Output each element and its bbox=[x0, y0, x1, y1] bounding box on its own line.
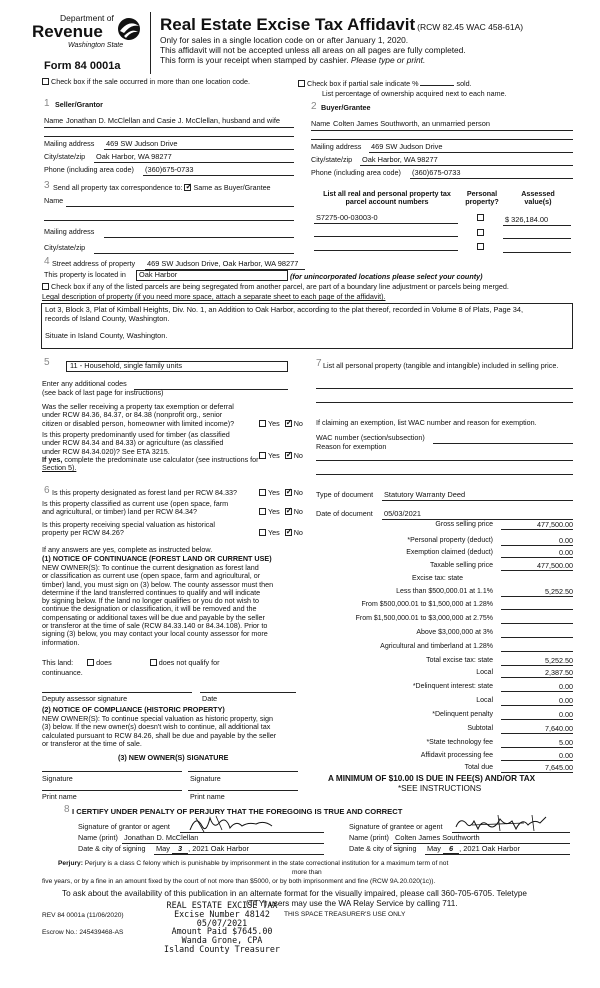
same-as-buyer-checkbox[interactable] bbox=[184, 184, 191, 191]
correspondence-row bbox=[53, 184, 271, 192]
grantor-date-month: May bbox=[156, 844, 170, 853]
revenue-text: Revenue bbox=[32, 22, 103, 41]
section-7-number: 7 bbox=[316, 358, 322, 369]
notice-1-line-3: determine if the land transferred continues to qualify and will indicate bbox=[42, 587, 261, 597]
header-divider bbox=[150, 12, 151, 74]
located-in-value: Oak Harbor bbox=[139, 270, 178, 279]
tax-row-6-value[interactable] bbox=[501, 601, 573, 610]
street-value[interactable]: 469 SW Judson Drive, Oak Harbor, WA 98277 bbox=[147, 259, 299, 268]
s6-q1-answers bbox=[259, 489, 303, 497]
notice-1-line-0: NEW OWNER(S): To continue the current designation as forest land bbox=[42, 563, 259, 572]
revenue-swirl-icon bbox=[114, 16, 144, 42]
tax-row-2-value[interactable]: 0.00 bbox=[501, 549, 573, 558]
new-owner-print-line-1 bbox=[42, 790, 182, 791]
s5-q1-yes-checkbox[interactable] bbox=[259, 420, 266, 427]
s6-q1-yes-checkbox[interactable] bbox=[259, 489, 266, 496]
assessed-line-2 bbox=[503, 238, 571, 239]
notice-2-line-3: or transferor at the time of sale. bbox=[42, 738, 142, 748]
wac-number-label: WAC number (section/subsection) bbox=[316, 433, 425, 442]
doc-type-value[interactable]: Statutory Warranty Deed bbox=[384, 490, 466, 499]
legal-description-label: Legal description of property (if you need more space, attach a separate sheet to each page of the affidavit). bbox=[42, 292, 386, 301]
header-line-3 bbox=[160, 56, 425, 66]
notice-1-line-1: or classification as current use (open space, farm and agricultural, or bbox=[42, 571, 261, 581]
stamp-line-1: Excise Number 48142 bbox=[174, 908, 270, 919]
personal-property-header: Personal property? bbox=[465, 189, 499, 207]
tax-row-5-value[interactable]: 5,252.50 bbox=[501, 588, 573, 597]
buyer-phone-label: Phone (including area code) bbox=[311, 168, 401, 177]
additional-codes-note: (see back of last page for instructions) bbox=[42, 388, 164, 397]
partial-sale-checkbox[interactable] bbox=[298, 80, 305, 87]
minimum-fee-note: A MINIMUM OF $10.00 IS DUE IN FEE(S) AND/OR TAX bbox=[328, 774, 536, 783]
grantee-sig-label: Signature of grantee or agent bbox=[349, 822, 443, 831]
grantor-date-label: Date & city of signing bbox=[78, 844, 146, 853]
buyer-phone-value[interactable]: (360)675-0733 bbox=[412, 168, 461, 177]
corr-city-label: City/state/zip bbox=[44, 243, 86, 252]
tax-row-17-label: Affidavit processing fee bbox=[420, 752, 493, 759]
s5-section5-line: Section 5). bbox=[42, 463, 77, 473]
notice-2-line-1: (3) below. If the new owner(s) doesn't wish to continue, all additional tax bbox=[42, 722, 271, 732]
legal-description-box[interactable] bbox=[41, 303, 573, 349]
corr-city-line bbox=[94, 253, 294, 254]
seller-mail-value[interactable]: 469 SW Judson Drive bbox=[106, 139, 178, 148]
correspondence-label: Send all property tax correspondence to: bbox=[53, 183, 183, 192]
stamp-line-0: REAL ESTATE EXCISE TAX bbox=[166, 900, 278, 910]
tax-row-2-label: Exemption claimed (deduct) bbox=[406, 549, 493, 556]
notice-1-line-4: by signing below. If the land no longer qualifies or you do not wish to bbox=[42, 596, 259, 606]
see-instructions-note: *SEE INSTRUCTIONS bbox=[398, 784, 482, 793]
notice-2-line-0: NEW OWNER(S): To continue special valuation as historic property, sign bbox=[42, 714, 274, 723]
seller-name-line bbox=[44, 127, 294, 128]
buyer-mail-value[interactable]: 469 SW Judson Drive bbox=[371, 142, 443, 151]
s6-q3-line-a: Is this property receiving special valuation as historical bbox=[42, 520, 215, 529]
deputy-sig-line bbox=[42, 692, 192, 693]
s6-q1: Is this property designated as forest land per RCW 84.33? bbox=[52, 488, 237, 497]
stamp-line-2: 05/07/2021 bbox=[196, 917, 248, 928]
unincorporated-note: (for unincorporated locations please select your county) bbox=[290, 272, 483, 281]
tax-row-7-label: From $1,500,000.01 to $3,000,000 at 2.75% bbox=[355, 615, 493, 622]
new-owner-print-label-1: Print name bbox=[42, 792, 77, 801]
tax-row-11-value[interactable]: 2,387.50 bbox=[501, 669, 573, 678]
s5-q1-line-b: under RCW 84.36, 84.37, or 84.38 (nonprofit org., senior bbox=[42, 410, 223, 420]
tax-row-8-value[interactable] bbox=[501, 629, 573, 638]
section-6-number: 6 bbox=[44, 485, 50, 496]
notice-1-title: (1) NOTICE OF CONTINUANCE (FOREST LAND OR CURRENT USE) bbox=[42, 554, 272, 563]
buyer-name-label: Name bbox=[311, 119, 331, 128]
s6-q2-no-checkbox[interactable] bbox=[285, 508, 292, 515]
buyer-mail-line bbox=[369, 152, 573, 153]
grantor-signature bbox=[186, 812, 276, 836]
s6-q2-yes-checkbox[interactable] bbox=[259, 508, 266, 515]
form-number: Form 84 0001a bbox=[44, 60, 121, 72]
tax-row-10-label: Total excise tax: state bbox=[426, 657, 493, 664]
buyer-name-line bbox=[311, 130, 573, 131]
form-rcw: (RCW 82.45 WAC 458-61A) bbox=[417, 22, 524, 32]
wac-claim-label: If claiming an exemption, list WAC number and reason for exemption. bbox=[316, 418, 537, 427]
s5-q2-yes-label: Yes bbox=[268, 451, 280, 460]
personal-property-checkbox-3[interactable] bbox=[477, 243, 484, 250]
same-as-buyer-label: Same as Buyer/Grantee bbox=[193, 183, 271, 192]
s5-ifyes-text: complete the predominate use calculator (see instructions for bbox=[62, 454, 259, 464]
tax-row-14-value[interactable]: 0.00 bbox=[501, 711, 573, 720]
s6-q3-no-checkbox[interactable] bbox=[285, 529, 292, 536]
buyer-mail-label: Mailing address bbox=[311, 142, 362, 151]
buyer-name-line-2 bbox=[311, 139, 573, 140]
tax-row-13-value[interactable]: 0.00 bbox=[501, 697, 573, 706]
s6-q3-yes-checkbox[interactable] bbox=[259, 529, 266, 536]
tax-row-11-label: Local bbox=[476, 669, 493, 676]
seller-phone-label: Phone (including area code) bbox=[44, 165, 134, 174]
legal-line-2: records of Island County, Washington. bbox=[45, 313, 170, 323]
grantor-date-rest: , 2021 Oak Harbor bbox=[188, 844, 249, 853]
doc-type-line bbox=[382, 500, 573, 501]
dept-text: Department of bbox=[60, 13, 114, 23]
continuance-label: continuance. bbox=[42, 668, 83, 677]
tax-row-9-label: Agricultural and timberland at 1.28% bbox=[380, 643, 493, 650]
perjury-line-2: more than bbox=[292, 869, 322, 876]
escrow-number: Escrow No.: 245439468-AS bbox=[42, 929, 124, 936]
s6-q2-yes-label: Yes bbox=[268, 507, 280, 516]
reason-label: Reason for exemption bbox=[316, 442, 387, 451]
buyer-city-value[interactable]: Oak Harbor, WA 98277 bbox=[362, 155, 438, 164]
corr-mail-line bbox=[104, 237, 294, 238]
grantor-date-value[interactable] bbox=[156, 845, 249, 854]
rev-number: REV 84 0001a (11/06/2020) bbox=[42, 912, 124, 919]
s6-q2-line-a: Is this property classified as current use (open space, farm bbox=[42, 499, 229, 508]
perjury-bold: Perjury: bbox=[58, 860, 83, 867]
new-owner-sig-line-1 bbox=[42, 771, 182, 772]
s6-q3-no-label: No bbox=[293, 528, 303, 537]
land-does-not-label: does not qualify for bbox=[158, 658, 220, 667]
segregated-label: Check box if any of the listed parcels are being segregated from another parcel, are part of a boundary line adjustment or parcels being merged. bbox=[51, 282, 509, 291]
grantee-date-line bbox=[425, 854, 570, 855]
tax-row-18-label: Total due bbox=[464, 764, 493, 771]
tax-row-8-label: Above $3,000,000 at 3% bbox=[416, 629, 493, 636]
legal-line-3: Situate in Island County, Washington. bbox=[45, 331, 168, 341]
s6-q2-answers bbox=[259, 508, 303, 516]
personal-property-checkbox-1[interactable] bbox=[477, 214, 484, 221]
section-8-number: 8 bbox=[64, 804, 70, 815]
s5-q2-no-checkbox[interactable] bbox=[285, 452, 292, 459]
seller-name-line-2 bbox=[44, 136, 294, 137]
s5-q2-line-a: Is this property predominantly used for timber (as classified bbox=[42, 430, 230, 439]
list-pct-note: List percentage of ownership acquired next to each name. bbox=[322, 89, 507, 98]
seller-heading: Seller/Grantor bbox=[55, 100, 103, 109]
multi-location-checkbox[interactable] bbox=[42, 78, 49, 85]
corr-mail-label: Mailing address bbox=[44, 227, 95, 236]
perjury-text-1: Perjury is a class C felony which is punishable by imprisonment in the state correctional institution for a maximum term of not bbox=[82, 860, 449, 867]
new-owner-sig-line-2 bbox=[188, 771, 298, 772]
land-does-not-checkbox[interactable] bbox=[150, 659, 157, 666]
seller-mail-line bbox=[104, 149, 294, 150]
section-5-number: 5 bbox=[44, 357, 50, 368]
assessed-line-3 bbox=[503, 252, 571, 253]
s6-q1-no-checkbox[interactable] bbox=[285, 489, 292, 496]
assessed-line-1 bbox=[503, 225, 571, 226]
tax-row-10-value[interactable]: 5,252.50 bbox=[501, 657, 573, 666]
section-2-number: 2 bbox=[311, 101, 317, 112]
seller-name-label: Name bbox=[44, 116, 64, 125]
notice-1-line-9: information. bbox=[42, 637, 80, 647]
land-does-label: does bbox=[96, 658, 112, 667]
grantee-date-label: Date & city of signing bbox=[349, 844, 417, 853]
notice-2-title: (2) NOTICE OF COMPLIANCE (HISTORIC PROPERTY) bbox=[42, 705, 225, 714]
notice-1-line-6: compensating or additional taxes will be due and payable by the seller bbox=[42, 612, 265, 622]
doc-date-value[interactable]: 05/03/2021 bbox=[384, 509, 421, 518]
tax-row-12-value[interactable]: 0.00 bbox=[501, 683, 573, 692]
parcel-line-2 bbox=[314, 236, 458, 237]
tax-row-3-label: Taxable selling price bbox=[429, 562, 493, 569]
s5-q1-yes-label: Yes bbox=[268, 419, 280, 428]
header-line-2: This affidavit will not be accepted unless all areas on all pages are fully completed. bbox=[160, 45, 466, 55]
corr-name-label: Name bbox=[44, 196, 64, 205]
segregated-checkbox[interactable] bbox=[42, 283, 49, 290]
s6-q3-line-b: property per RCW 84.26? bbox=[42, 528, 124, 538]
stamp-line-4: Wanda Grone, CPA bbox=[181, 935, 263, 946]
seller-mail-label: Mailing address bbox=[44, 139, 95, 148]
deputy-sig-label: Deputy assessor signature bbox=[42, 694, 128, 703]
s5-q2-answers bbox=[259, 452, 303, 460]
personal-property-line-2 bbox=[316, 402, 573, 403]
tax-row-0-label: Gross selling price bbox=[435, 521, 493, 528]
grantor-name-value[interactable]: Jonathan D. McClellan bbox=[124, 833, 199, 842]
sold-label: sold. bbox=[456, 79, 472, 88]
notice-1-line-5: continue the designation or classification, it will be removed and the bbox=[42, 604, 257, 614]
doc-type-label: Type of document bbox=[316, 490, 374, 499]
tax-row-1-label: *Personal property (deduct) bbox=[407, 537, 493, 544]
doc-date-label: Date of document bbox=[316, 509, 373, 518]
grantee-date-month: May bbox=[427, 844, 441, 853]
excise-tax-stamp bbox=[160, 901, 284, 954]
assessed-values-header: Assessed value(s) bbox=[521, 189, 555, 207]
header-line-3b: Please type or print. bbox=[348, 55, 426, 65]
grantee-date-value[interactable] bbox=[427, 845, 520, 854]
notice-2-body bbox=[42, 715, 300, 748]
tax-row-15-value[interactable]: 7,640.00 bbox=[501, 725, 573, 734]
tax-row-1-value[interactable]: 0.00 bbox=[501, 537, 573, 546]
reason-line-1 bbox=[316, 460, 573, 461]
parcel-line-3 bbox=[314, 250, 458, 251]
certify-heading: I CERTIFY UNDER PENALTY OF PERJURY THAT THE FOREGOING IS TRUE AND CORRECT bbox=[72, 807, 403, 816]
notice-1-body bbox=[42, 564, 300, 647]
new-owner-sig-label-2: Signature bbox=[190, 774, 221, 783]
partial-sale-label: Check box if partial sale indicate % bbox=[307, 79, 419, 88]
grantee-date-rest: , 2021 Oak Harbor bbox=[459, 844, 520, 853]
form-title-row bbox=[160, 15, 580, 35]
s6-q3-yes-label: Yes bbox=[268, 528, 280, 537]
new-owner-sig-label-1: Signature bbox=[42, 774, 73, 783]
tax-row-16-value[interactable]: 5.00 bbox=[501, 739, 573, 748]
accessibility-line-2: (TTY) users may use the WA Relay Service by calling 711. bbox=[246, 899, 458, 908]
tax-row-12-label: *Delinquent interest: state bbox=[412, 683, 493, 690]
segregated-row bbox=[42, 283, 509, 291]
new-owner-print-label-2: Print name bbox=[190, 792, 225, 801]
s5-q2 bbox=[42, 431, 262, 472]
tax-row-6-label: From $500,000.01 to $1,500,000 at 1.28% bbox=[361, 601, 493, 608]
s5-q1-answers bbox=[259, 420, 303, 428]
personal-property-line-1 bbox=[316, 388, 573, 389]
grantor-date-line bbox=[154, 854, 324, 855]
seller-phone-value[interactable]: (360)675-0733 bbox=[145, 165, 194, 174]
section-1-number: 1 bbox=[44, 98, 50, 109]
personal-property-checkbox-2[interactable] bbox=[477, 229, 484, 236]
this-land-row bbox=[42, 659, 220, 667]
form-title: Real Estate Excise Tax Affidavit bbox=[160, 15, 416, 34]
s5-q1-no-checkbox[interactable] bbox=[285, 420, 292, 427]
notice-1-line-8: signing (3) below, you may contact your local county assessor for more bbox=[42, 629, 268, 639]
tax-row-5-label: Less than $500,000.01 at 1.1% bbox=[396, 588, 493, 595]
stamp-line-5: Island County Treasurer bbox=[164, 944, 280, 955]
treasurer-use-label: THIS SPACE TREASURER'S USE ONLY bbox=[284, 911, 406, 918]
section-4-number: 4 bbox=[44, 256, 50, 267]
located-in-select[interactable] bbox=[136, 270, 288, 281]
partial-sale-pct-field[interactable] bbox=[420, 85, 454, 86]
buyer-city-line bbox=[360, 165, 573, 166]
additional-codes-label: Enter any additional codes bbox=[42, 379, 127, 388]
buyer-heading: Buyer/Grantee bbox=[321, 103, 371, 112]
tax-row-14-label: *Delinquent penalty bbox=[432, 711, 493, 718]
tax-row-17-value[interactable]: 0.00 bbox=[501, 752, 573, 761]
buyer-city-label: City/state/zip bbox=[311, 155, 353, 164]
perjury-line-1 bbox=[58, 860, 578, 868]
tax-row-0-value[interactable]: 477,500.00 bbox=[501, 521, 573, 530]
tax-row-16-label: *State technology fee bbox=[426, 739, 493, 746]
s5-q2-yes-checkbox[interactable] bbox=[259, 452, 266, 459]
grantor-name-label: Name (print) bbox=[78, 833, 118, 842]
new-owner-print-line-2 bbox=[188, 790, 298, 791]
partial-sale-row bbox=[298, 80, 472, 88]
corr-name-line-2 bbox=[44, 220, 294, 221]
dor-logo bbox=[30, 12, 148, 60]
accessibility-line-1: To ask about the availability of this publication in an alternate format for the visually impaired, please call 360-705-6705. Teletype bbox=[62, 889, 527, 898]
s6-if-any: If any answers are yes, complete as instructed below. bbox=[42, 545, 213, 554]
tax-row-4-label: Excise tax: state bbox=[412, 575, 463, 582]
buyer-phone-line bbox=[410, 178, 573, 179]
this-land-label: This land: bbox=[42, 658, 74, 667]
tax-row-9-value[interactable] bbox=[501, 643, 573, 652]
s6-q2-line-b: and agricultural, or timber) land per RCW 84.34? bbox=[42, 507, 198, 517]
tax-row-3-value[interactable]: 477,500.00 bbox=[501, 562, 573, 571]
land-does-checkbox[interactable] bbox=[87, 659, 94, 666]
legal-line-1: Lot 3, Block 3, Plat of Kimball Heights, Div. No. 1, an Addition to Oak Harbor, according to the plat thereof, recorded in Volume 8 of Plats, Page 34, bbox=[45, 305, 524, 314]
s6-q3-answers bbox=[259, 529, 303, 537]
multi-location-label: Check box if the sale occurred in more than one location code. bbox=[51, 77, 250, 86]
parcel-line-1 bbox=[314, 223, 458, 224]
personal-property-list-label: List all personal property (tangible and intangible) included in selling price. bbox=[323, 361, 559, 370]
reason-line-2 bbox=[316, 474, 573, 475]
buyer-name-value[interactable]: Colten James Southworth, an unmarried person bbox=[333, 119, 490, 128]
notice-1-line-2: timber) land, you must sign on (3) below. The county assessor must then bbox=[42, 579, 274, 589]
s5-q2-line-c: under RCW 84.34.020)? See ETA 3215. bbox=[42, 446, 170, 456]
header-line-1: Only for sales in a single location code on or after January 1, 2020. bbox=[160, 35, 409, 45]
section-3-number: 3 bbox=[44, 180, 50, 191]
deputy-date-line bbox=[200, 692, 296, 693]
s5-q2-no-label: No bbox=[293, 451, 303, 460]
s6-q3 bbox=[42, 521, 215, 538]
multi-location-row bbox=[42, 78, 250, 86]
s6-q1-no-label: No bbox=[293, 488, 303, 497]
grantee-name-label: Name (print) bbox=[349, 833, 389, 842]
located-in-label: This property is located in bbox=[44, 270, 126, 279]
perjury-line-3: five years, or by a fine in an amount fixed by the court of not more than $5000, or by both imprisonment and fine (RCW 9A.20.020(1c)). bbox=[42, 878, 436, 885]
grantee-date-day: 6 bbox=[443, 844, 459, 854]
deputy-date-label: Date bbox=[202, 694, 218, 703]
use-code-select[interactable] bbox=[66, 361, 288, 372]
parcels-header: List all real and personal property tax parcel account numbers bbox=[323, 189, 451, 207]
notice-1-line-7: or transferor at the time of sale (RCW 84.33.140 or 84.34.108). Prior to bbox=[42, 620, 268, 630]
seller-city-line bbox=[94, 162, 294, 163]
tax-row-13-label: Local bbox=[476, 697, 493, 704]
stamp-line-3: Amount Paid $7645.00 bbox=[171, 926, 273, 937]
tax-row-7-value[interactable] bbox=[501, 615, 573, 624]
grantor-sig-label: Signature of grantor or agent bbox=[78, 822, 170, 831]
s6-q2 bbox=[42, 500, 228, 517]
tax-row-18-value[interactable]: 7,645.00 bbox=[501, 764, 573, 773]
s5-q1-line-c: citizen or disabled person, homeowner with limited income)? bbox=[42, 418, 235, 428]
tax-row-15-label: Subtotal bbox=[467, 725, 493, 732]
s5-q1-line-a: Was the seller receiving a property tax exemption or deferral bbox=[42, 402, 234, 411]
s6-q2-no-label: No bbox=[293, 507, 303, 516]
notice-3-title: (3) NEW OWNER(S) SIGNATURE bbox=[118, 753, 229, 762]
s5-q1-no-label: No bbox=[293, 419, 303, 428]
use-code-value: 11 - Household, single family units bbox=[70, 361, 183, 370]
s6-q1-yes-label: Yes bbox=[268, 488, 280, 497]
parcel-number-1[interactable]: S7275-00-03003-0 bbox=[316, 213, 378, 222]
assessed-value-1[interactable]: $ 326,184.00 bbox=[505, 215, 549, 224]
notice-2-line-2: calculated pursuant to RCW 84.26, shall be due and payable by the seller bbox=[42, 730, 277, 740]
seller-city-value[interactable]: Oak Harbor, WA 98277 bbox=[96, 152, 172, 161]
s5-ifyes-bold: If yes, bbox=[42, 454, 63, 464]
header-line-3a: This form is your receipt when stamped by cashier. bbox=[160, 55, 349, 65]
seller-phone-line bbox=[143, 175, 294, 176]
wac-number-line bbox=[433, 443, 573, 444]
s5-q2-line-b: under RCW 84.34 and 84.33) or agriculture (as classified bbox=[42, 438, 224, 448]
s5-q1 bbox=[42, 403, 262, 428]
grantee-name-value[interactable]: Colten James Southworth bbox=[395, 833, 480, 842]
corr-name-line bbox=[66, 206, 294, 207]
grantor-date-day: 3 bbox=[172, 844, 188, 854]
street-label: Street address of property bbox=[52, 259, 136, 268]
grantee-signature bbox=[452, 813, 552, 835]
seller-city-label: City/state/zip bbox=[44, 152, 86, 161]
seller-name-value[interactable]: Jonathan D. McClellan and Casie J. McClellan, husband and wife bbox=[66, 116, 281, 125]
state-text: Washington State bbox=[68, 42, 124, 49]
